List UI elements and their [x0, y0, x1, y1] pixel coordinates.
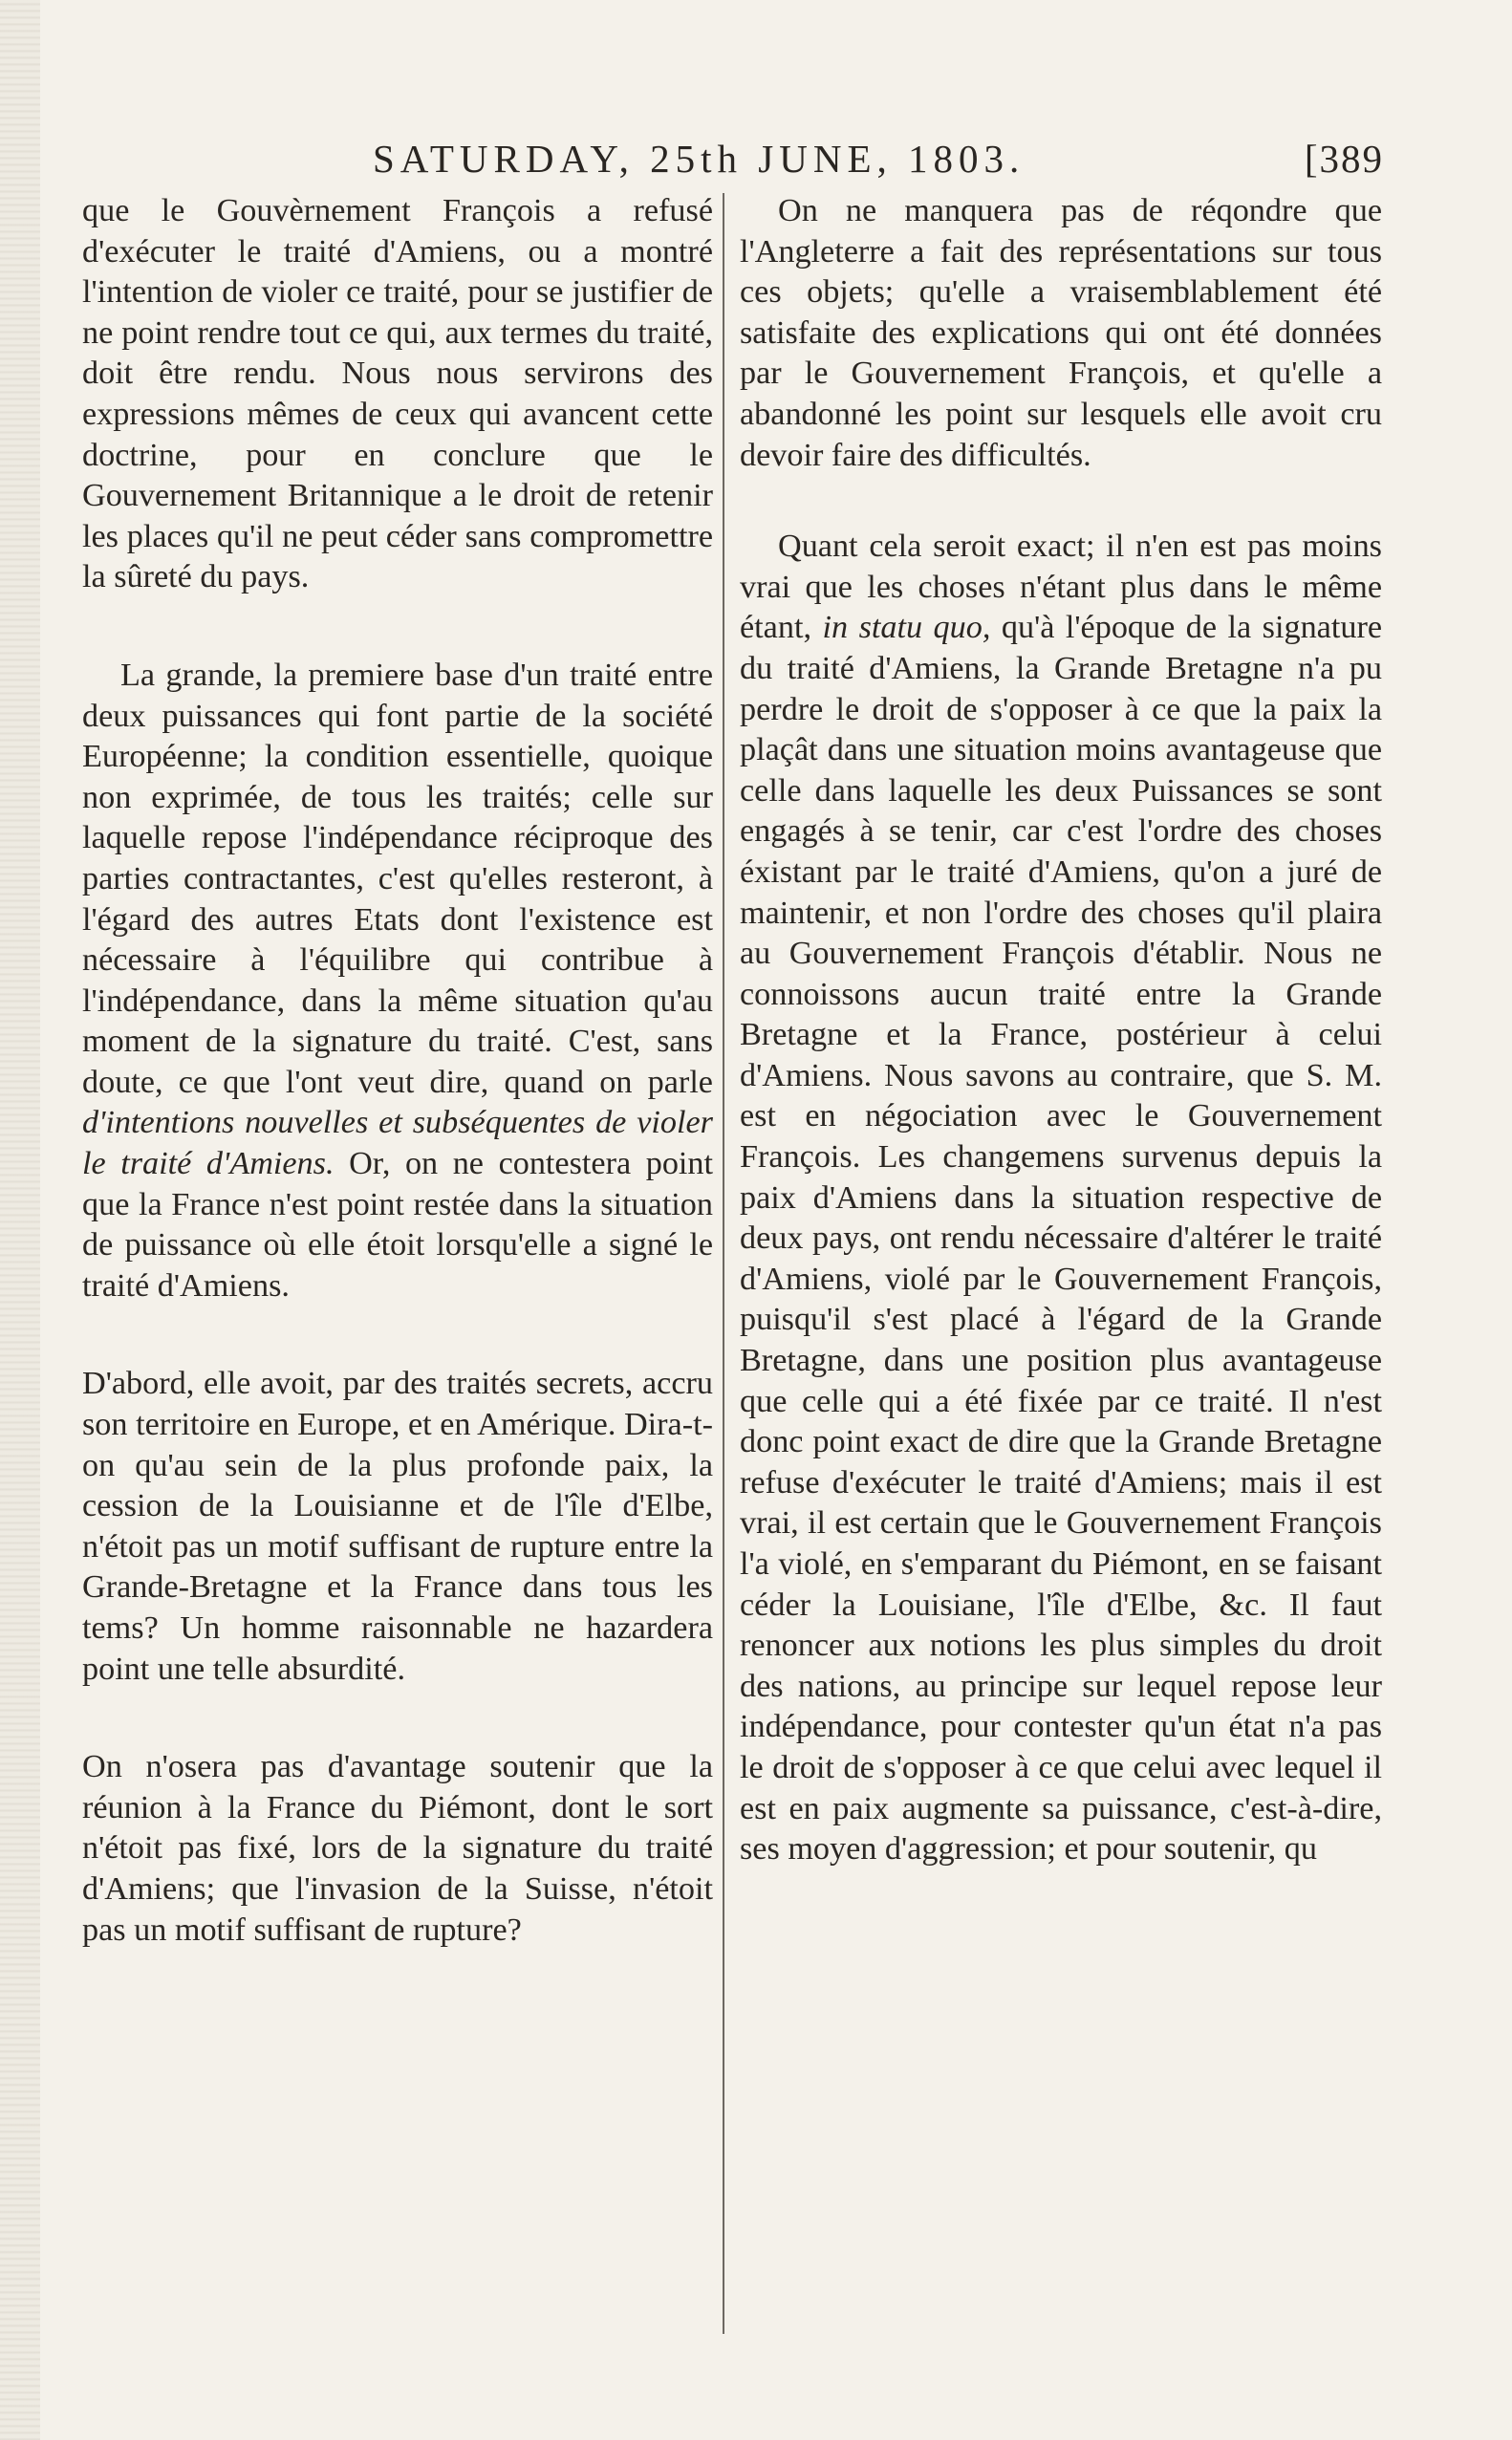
page-number: [389: [1304, 137, 1384, 181]
running-title: SATURDAY, 25th JUNE, 1803.: [373, 137, 1026, 181]
left-paragraph-3: D'abord, elle avoit, par des traités secrets, accru son territoire en Europe, et en Amérique. Dira-t-on qu'au sein de la plus profonde paix, la cession de la Louisianne et de l'île d'Elbe, n'étoit pas un motif suffisant de rupture entre la Grande-Bretagne et la France dans tous les tems? Un homme raisonnable ne hazardera point une telle absurdité.: [82, 1366, 713, 1687]
left-paragraph-1: que le Gouvèrnement François a refusé d'exécuter le traité d'Amiens, ou a montré l'intention de violer ce traité, pour se justifier de ne point rendre tout ce qui, aux termes du traité, doit être rendu. Nous nous servirons des expressions mêmes de ceux qui avancent cette doctrine, pour en conclure que le Gouvernement Britannique a le droit de retenir les places qu'il ne peut céder sans compromettre la sûreté du pays.: [82, 193, 713, 595]
left-paragraph-2-text-b: Or, on ne contestera point que la France n'est point restée dans la situation de puissance où elle étoit lorsqu'elle a signé le traité d'Amiens.: [82, 1146, 714, 1304]
left-paragraph-2-italic: d'intentions nouvelles et subséquentes de violer le traité d'Amiens.: [82, 1105, 713, 1182]
left-column: [82, 191, 713, 2332]
right-column: [740, 191, 1382, 2332]
page-binding-edge: [0, 0, 40, 2440]
right-paragraph-2-text-a: Quant cela seroit exact; il n'en est pas moins vrai que les choses n'étant plus dans le même étant,: [740, 529, 1382, 646]
page-header: [373, 136, 1384, 193]
right-paragraph-1: On ne manquera pas de réqondre que l'Angleterre a fait des représentations sur tous ces objets; qu'elle a vraisemblablement été satisfaite des explications qui ont été données par le Gouvernement François, et qu'elle a abandonné les point sur lesquels elle avoit cru devoir faire des difficultés.: [740, 193, 1382, 473]
left-paragraph-4: On n'osera pas d'avantage soutenir que la réunion à la France du Piémont, dont le sort n'étoit pas fixé, lors de la signature du traité d'Amiens; que l'invasion de la Suisse, n'étoit pas un motif suffisant de rupture?: [82, 1749, 713, 1948]
left-paragraph-2-text-a: La grande, la premiere base d'un traité entre deux puissances qui font partie de la société Européenne; la condition essentielle, quoique non exprimée, de tous les traités; celle sur laquelle repose l'indépendance réciproque des parties contractantes, c'est qu'elles resteront, à l'égard des autres Etats dont l'existence est nécessaire à l'équilibre qui contribue à l'indépendance, dans la même situation qu'au moment de la signature du traité. C'est, sans doute, ce que l'ont veut dire, quand on parle: [82, 657, 713, 1100]
right-paragraph-2: [740, 527, 1382, 1870]
left-paragraph-2: [82, 656, 713, 1307]
right-paragraph-2-italic: in statu quo,: [822, 610, 991, 646]
right-paragraph-2-text-b: qu'à l'époque de la signature du traité d'Amiens, la Grande Bretagne n'a pu perdre le droit de s'opposer à ce que la paix la plaçât dans une situation moins avantageuse que celle dans laquelle les deux Puissances se sont engagés à se tenir, car c'est l'ordre des choses éxistant par le traité d'Amiens, qu'on a juré de maintenir, et non l'ordre des choses qu'il plaira au Gouvernement François d'établir. Nous ne connoissons aucun traité entre la Grande Bretagne et la France, postérieur à celui d'Amiens. Nous savons au contraire, que S. M. est en négociation avec le Gouvernement François. Les changemens survenus depuis la paix d'Amiens dans la situation respective de deux pays, ont rendu nécessaire d'altérer le traité d'Amiens, violé par le Gouvernement François, puisqu'il s'est placé à l'égard de la Grande Bretagne, dans une position plus avantageuse que celle qui a été fixée par ce traité. Il n'est donc point exact de dire que la Grande Bretagne refuse d'exécuter le traité d'Amiens; mais il est vrai, il est certain que le Gouvernement François l'a violé, en s'emparant du Piémont, en se faisant céder la Louisiane, l'île d'Elbe, &c. Il faut renoncer aux notions les plus simples du droit des nations, au principe sur lequel repose leur indépendance, pour contester qu'un état n'a pas le droit de s'opposer à ce que celui avec lequel il est en paix augmente sa puissance, c'est-à-dire, ses moyen d'aggression; et pour soutenir, qu: [740, 610, 1383, 1868]
column-divider: [723, 193, 724, 2334]
